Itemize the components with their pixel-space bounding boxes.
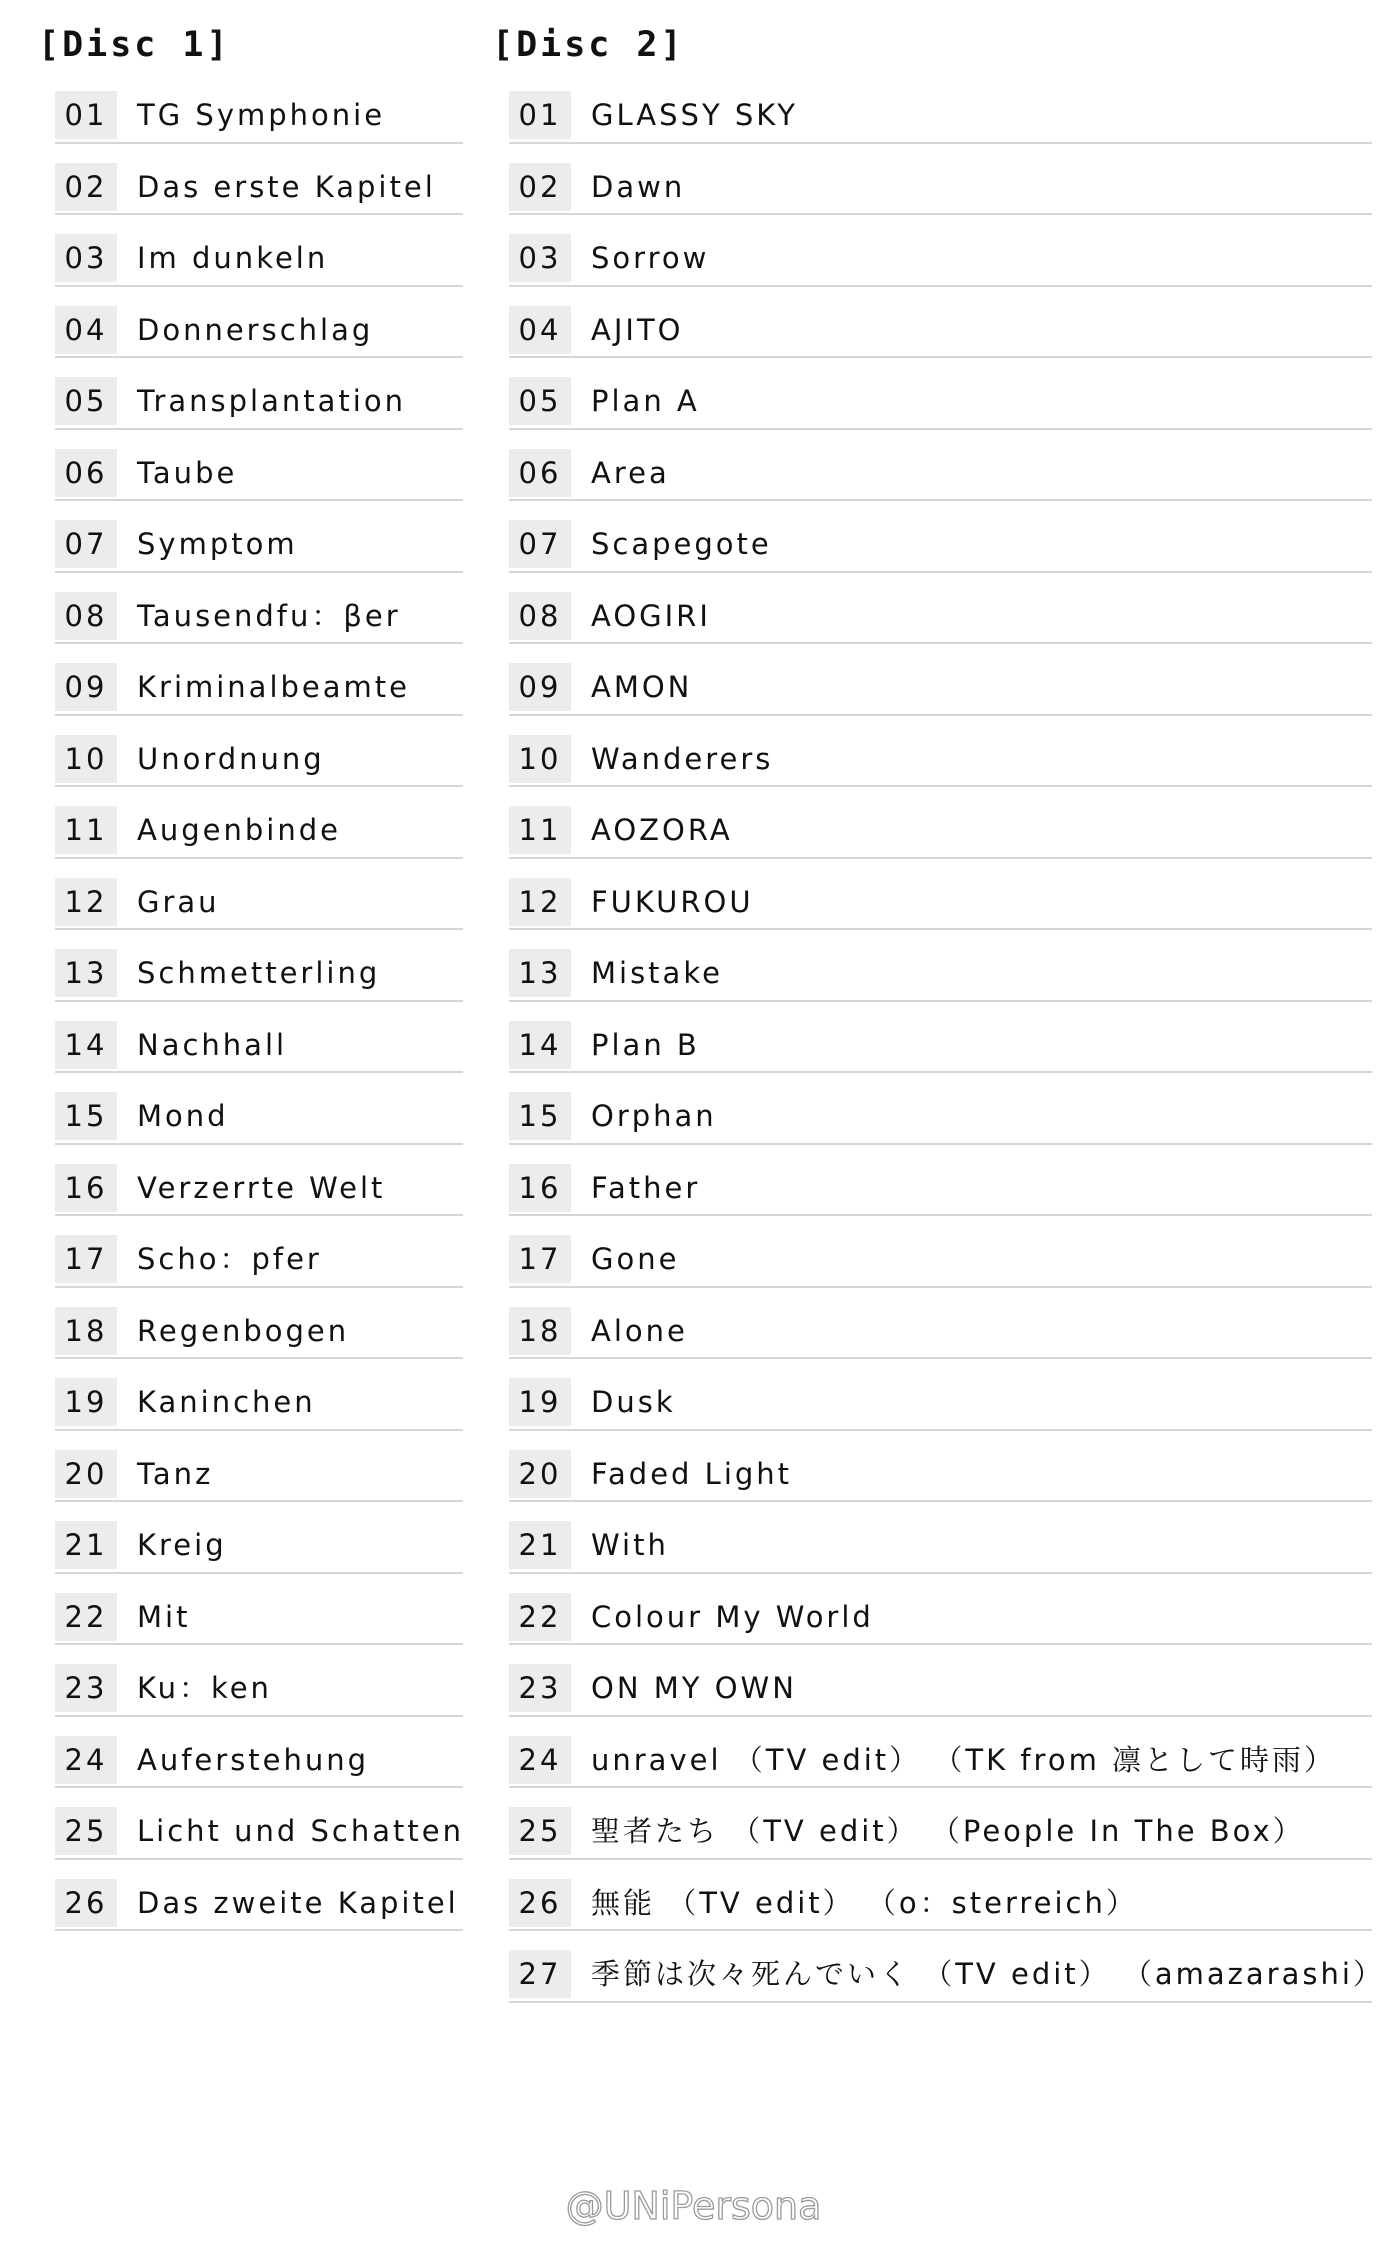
track-title: Sorrow: [591, 241, 710, 275]
track-title: Symptom: [137, 527, 298, 561]
track-number: 11: [509, 806, 571, 854]
track-number: 18: [509, 1307, 571, 1355]
track-number: 04: [55, 306, 117, 354]
track-title: Alone: [591, 1313, 688, 1348]
track-number: 27: [509, 1950, 571, 1998]
track-title: Colour My World: [591, 1599, 874, 1634]
track-title: Im dunkeln: [137, 241, 329, 275]
track-number: 09: [509, 663, 571, 711]
track-row: [55, 1073, 463, 1145]
track-number: 09: [55, 663, 117, 711]
track-number: 24: [55, 1736, 117, 1784]
track-row: [509, 1002, 1372, 1074]
track-title: Kreig: [137, 1528, 227, 1562]
track-title: Scho：pfer: [137, 1242, 322, 1276]
track-title: Gone: [591, 1242, 680, 1276]
track-number: 15: [509, 1092, 571, 1140]
track-row: [55, 930, 463, 1002]
track-row: [55, 1359, 463, 1431]
track-number: 02: [55, 163, 117, 211]
track-title: Licht und Schatten: [137, 1814, 464, 1848]
track-number: 18: [55, 1307, 117, 1355]
track-row: [55, 1288, 463, 1360]
track-number: 12: [509, 878, 571, 926]
track-title: Area: [591, 455, 670, 490]
track-title: Kaninchen: [137, 1385, 316, 1419]
track-number: 03: [509, 234, 571, 282]
track-title: FUKUROU: [591, 884, 754, 919]
track-row: [509, 1717, 1372, 1789]
track-title: Ku：ken: [137, 1671, 272, 1705]
track-row: [509, 1073, 1372, 1145]
track-row: [55, 1717, 463, 1789]
track-row: [55, 501, 463, 573]
track-number: 03: [55, 234, 117, 282]
track-title: Scapegote: [591, 527, 772, 561]
track-title: Mond: [137, 1099, 229, 1133]
track-title: 季節は次々死んでいく （TV edit） （amazarashi）: [591, 1957, 1385, 1991]
track-row: [509, 1574, 1372, 1646]
track-row: [55, 215, 463, 287]
track-row: [509, 215, 1372, 287]
track-row: [55, 573, 463, 645]
track-number: 07: [509, 520, 571, 568]
track-title: AJITO: [591, 312, 684, 347]
track-row: [509, 1860, 1372, 1932]
track-row: [509, 430, 1372, 502]
track-number: 17: [55, 1235, 117, 1283]
track-number: 26: [55, 1879, 117, 1927]
track-title: unravel （TV edit） （TK from 凛として時雨）: [591, 1742, 1337, 1777]
track-title: AMON: [591, 670, 693, 704]
track-row: [55, 787, 463, 859]
track-title: AOZORA: [591, 813, 733, 847]
track-number: 25: [509, 1807, 571, 1855]
track-number: 16: [55, 1164, 117, 1212]
track-row: [509, 1931, 1385, 2003]
track-number: 23: [55, 1664, 117, 1712]
track-title: Tanz: [137, 1456, 214, 1491]
track-number: 21: [55, 1521, 117, 1569]
track-row: [509, 1502, 1372, 1574]
track-row: [509, 144, 1372, 216]
track-row: [509, 1216, 1372, 1288]
track-title: Grau: [137, 884, 220, 919]
track-row: [55, 1788, 463, 1860]
disc-2-track-list: [509, 72, 1385, 2003]
track-title: 聖者たち （TV edit） （People In The Box）: [591, 1814, 1305, 1848]
track-title: Das zweite Kapitel: [137, 1885, 459, 1920]
track-number: 26: [509, 1879, 571, 1927]
track-number: 05: [509, 377, 571, 425]
track-row: [509, 358, 1372, 430]
track-title: Dusk: [591, 1385, 676, 1419]
track-title: 無能 （TV edit） （o：sterreich）: [591, 1885, 1138, 1920]
track-row: [55, 644, 463, 716]
track-title: Dawn: [591, 169, 686, 204]
track-row: [55, 716, 463, 788]
disc-1-track-list: [55, 72, 463, 1931]
track-number: 22: [509, 1593, 571, 1641]
track-title: Tausendfu：βer: [137, 598, 401, 633]
track-row: [55, 1145, 463, 1217]
disc-2-heading: [Disc 2]: [492, 25, 685, 65]
track-title: Verzerrte Welt: [137, 1170, 386, 1205]
track-row: [55, 430, 463, 502]
track-number: 24: [509, 1736, 571, 1784]
track-number: 25: [55, 1807, 117, 1855]
track-number: 14: [55, 1021, 117, 1069]
track-row: [509, 930, 1372, 1002]
track-number: 01: [509, 91, 571, 139]
track-row: [509, 287, 1372, 359]
track-title: Augenbinde: [137, 813, 341, 847]
track-number: 19: [55, 1378, 117, 1426]
track-title: Kriminalbeamte: [137, 670, 410, 704]
track-number: 23: [509, 1664, 571, 1712]
track-number: 06: [509, 449, 571, 497]
track-row: [509, 1288, 1372, 1360]
track-title: Das erste Kapitel: [137, 169, 436, 204]
track-row: [509, 501, 1372, 573]
track-title: Transplantation: [137, 384, 406, 418]
track-title: TG Symphonie: [137, 98, 386, 132]
track-row: [55, 1431, 463, 1503]
track-row: [509, 644, 1372, 716]
track-title: Taube: [137, 455, 238, 490]
track-number: 14: [509, 1021, 571, 1069]
track-number: 12: [55, 878, 117, 926]
track-row: [509, 859, 1372, 931]
track-title: Regenbogen: [137, 1313, 350, 1348]
track-row: [55, 1645, 463, 1717]
disc-2-section: [492, 18, 1385, 2003]
track-title: Unordnung: [137, 741, 325, 776]
track-title: Auferstehung: [137, 1742, 370, 1777]
track-row: [55, 1860, 463, 1932]
track-number: 16: [509, 1164, 571, 1212]
track-title: Plan A: [591, 384, 700, 418]
track-number: 10: [55, 735, 117, 783]
track-title: Mistake: [591, 956, 723, 990]
track-number: 20: [55, 1450, 117, 1498]
track-title: Schmetterling: [137, 956, 381, 990]
track-number: 10: [509, 735, 571, 783]
track-row: [55, 358, 463, 430]
track-row: [509, 1788, 1372, 1860]
track-row: [55, 1502, 463, 1574]
track-number: 13: [509, 949, 571, 997]
disc-1-section: [38, 18, 463, 1931]
track-number: 15: [55, 1092, 117, 1140]
track-number: 21: [509, 1521, 571, 1569]
watermark: @UNiPersona: [565, 2184, 822, 2228]
track-title: Nachhall: [137, 1027, 288, 1062]
track-row: [55, 287, 463, 359]
track-title: Orphan: [591, 1099, 717, 1133]
track-number: 02: [509, 163, 571, 211]
track-number: 08: [55, 592, 117, 640]
track-row: [509, 1645, 1372, 1717]
track-number: 20: [509, 1450, 571, 1498]
track-row: [55, 1216, 463, 1288]
track-row: [55, 144, 463, 216]
track-title: GLASSY SKY: [591, 98, 798, 132]
track-title: ON MY OWN: [591, 1671, 797, 1705]
track-number: 06: [55, 449, 117, 497]
track-row: [55, 1574, 463, 1646]
track-row: [509, 1359, 1372, 1431]
track-title: Wanderers: [591, 741, 774, 776]
track-row: [509, 1431, 1372, 1503]
track-row: [55, 72, 463, 144]
track-title: Donnerschlag: [137, 312, 374, 347]
track-row: [55, 859, 463, 931]
track-number: 08: [509, 592, 571, 640]
track-row: [509, 716, 1372, 788]
track-row: [55, 1002, 463, 1074]
track-number: 22: [55, 1593, 117, 1641]
track-row: [509, 1145, 1372, 1217]
track-row: [509, 72, 1372, 144]
track-title: Faded Light: [591, 1456, 793, 1491]
track-number: 01: [55, 91, 117, 139]
track-title: With: [591, 1528, 669, 1562]
track-number: 13: [55, 949, 117, 997]
track-title: Plan B: [591, 1027, 700, 1062]
track-number: 04: [509, 306, 571, 354]
track-title: Mit: [137, 1599, 191, 1634]
track-number: 19: [509, 1378, 571, 1426]
track-number: 11: [55, 806, 117, 854]
track-number: 07: [55, 520, 117, 568]
disc-1-heading: [Disc 1]: [38, 25, 231, 65]
track-number: 05: [55, 377, 117, 425]
track-title: Father: [591, 1170, 701, 1205]
track-title: AOGIRI: [591, 598, 711, 633]
track-number: 17: [509, 1235, 571, 1283]
track-row: [509, 787, 1372, 859]
track-row: [509, 573, 1372, 645]
